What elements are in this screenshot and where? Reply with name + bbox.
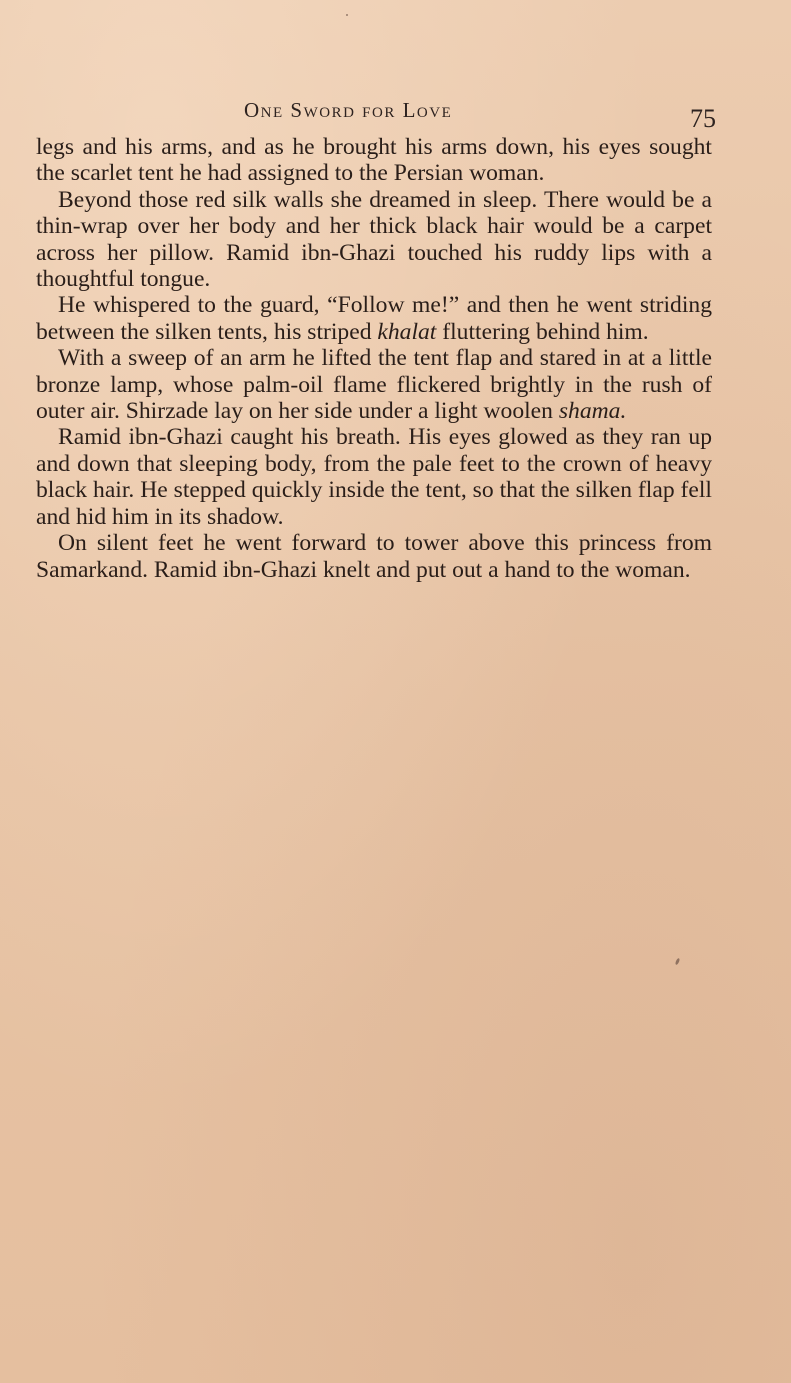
- running-head: One Sword for Love: [244, 98, 453, 122]
- paragraph-text: With a sweep of an arm he lifted the tent flap and stared in at a little bronze lamp, whose palm-oil flame flickered brightly in the rush of outer air. Shirzade lay on her side under a light woolen: [36, 345, 712, 425]
- paragraph: Ramid ibn-Ghazi caught his breath. His eyes glowed as they ran up and down that sleeping body, from the pale feet to the crown of heavy black hair. He stepped quickly inside the tent, so that the silken flap fell and hid him in its shadow.: [36, 424, 712, 530]
- paragraph: On silent feet he went forward to tower above this princess from Samarkand. Ramid ibn-Ghazi knelt and put out a hand to the woman.: [36, 530, 712, 583]
- paper-speck: [346, 14, 348, 16]
- italic-term: khalat: [377, 318, 437, 345]
- paper-speck: [675, 958, 681, 966]
- page-number: 75: [690, 104, 716, 133]
- paragraph: [36, 345, 712, 424]
- body-text: [36, 134, 712, 583]
- paragraph-text: fluttering behind him.: [436, 318, 649, 345]
- paragraph: Beyond those red silk walls she dreamed in sleep. There would be a thin-wrap over her body and her thick black hair would be a carpet across her pillow. Ramid ibn-Ghazi touched his ruddy lips with a thoughtful tongue.: [36, 186, 712, 293]
- paragraph: [36, 292, 712, 345]
- paragraph: legs and his arms, and as he brought his arms down, his eyes sought the scarlet tent he had assigned to the Persian woman.: [36, 134, 712, 187]
- paragraph-text: He whispered to the guard, “Follow me!” and then he went striding between the silken tents, his striped: [36, 292, 712, 345]
- italic-term: shama.: [558, 398, 627, 425]
